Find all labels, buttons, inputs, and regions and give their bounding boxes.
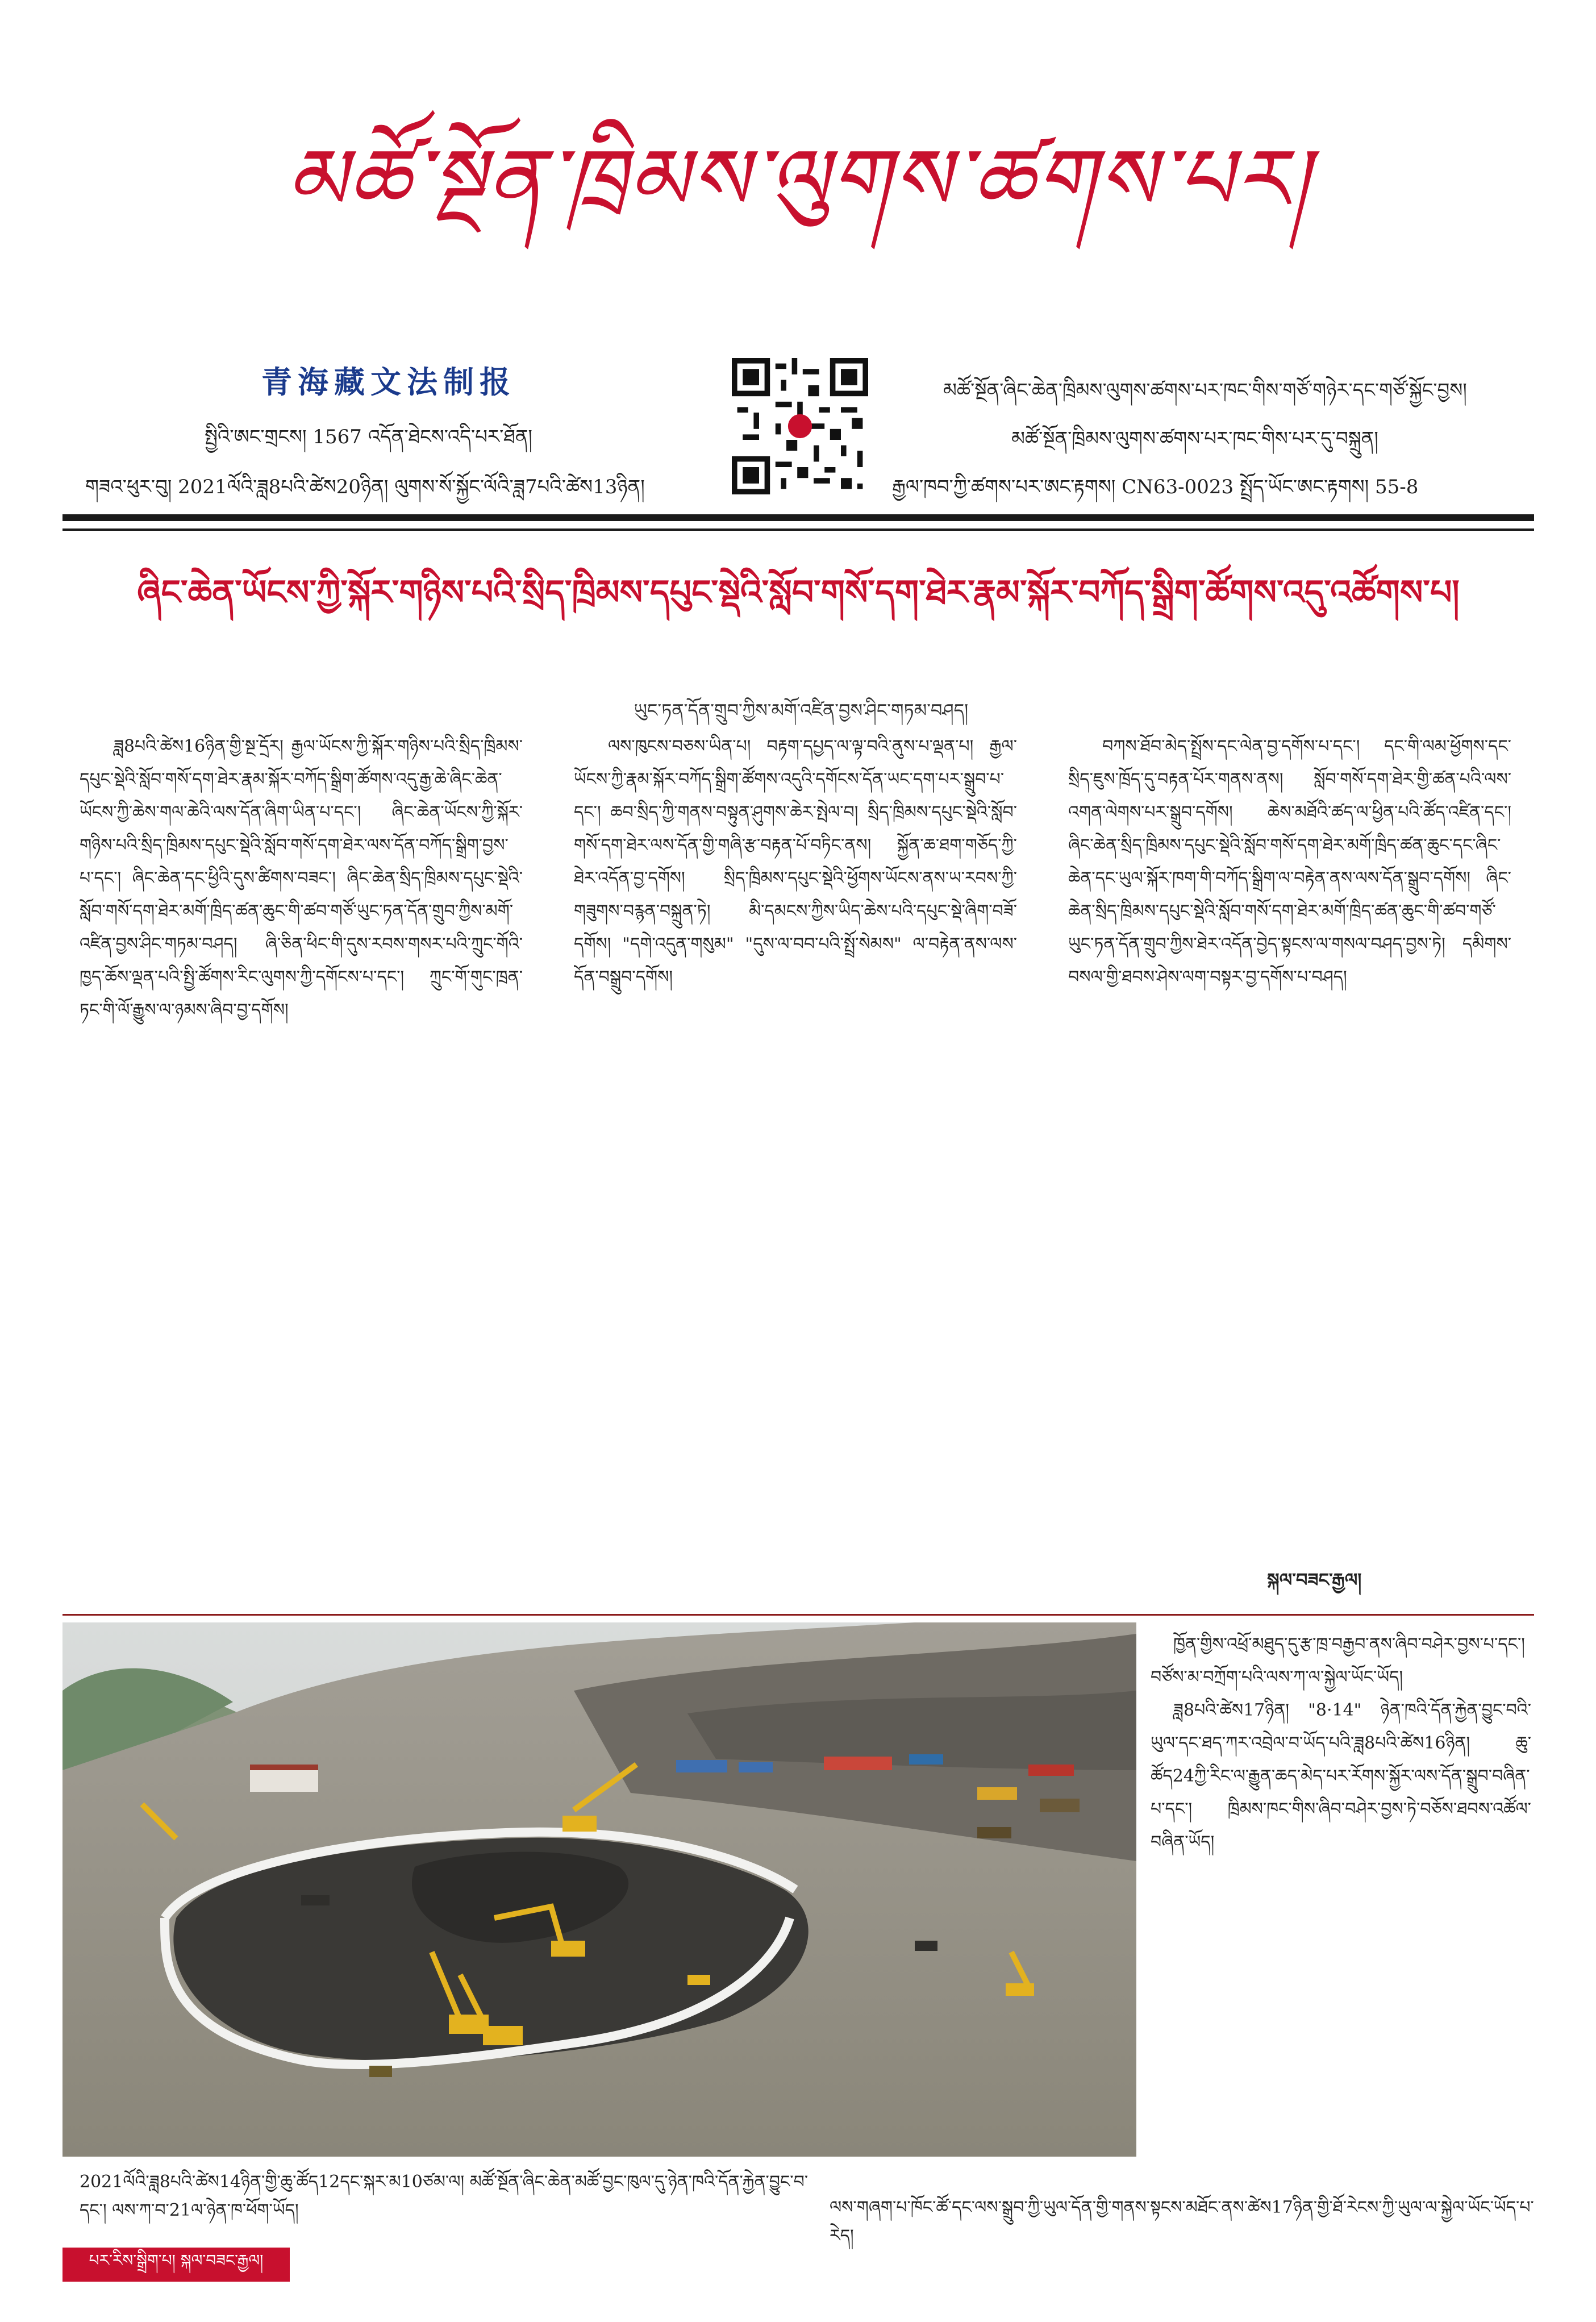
masthead-title: མཚོ་སྔོན་ཁྲིམས་ལུགས་ཚགས་པར། (286, 131, 1311, 230)
issue-number-line: སྤྱིའི་ཨང་གྲངས། 1567 འདོན་ཐེངས་འདི་པར་ཐོན། (205, 426, 532, 448)
chinese-newspaper-name: 青海藏文法制报 (261, 364, 516, 400)
editor-line: མཚོ་སྔོན་ཁྲིམས་ལུགས་ཚགས་པར་ཁང་གིས་པར་དུ་བསྐྲུན། (1011, 427, 1378, 450)
photo-story-paragraph: ཁྱོན་གྱིས་འཕྲོ་མཐུད་དུ་རྩ་ཁྲ་བརྒྱབ་ནས་ཞིབ་བཤེར་བྱས་པ་དང་། བཙོས་མ་བཀྲོག་པའི་ལས་ཀ་ལ་སྐྱེལ་ཡོང་ཡོད། (1151, 1634, 1525, 1687)
qr-code-icon (732, 358, 868, 494)
masthead-rule (62, 514, 1534, 521)
section-divider (62, 1614, 1534, 1616)
sponsor-line: མཚོ་སྔོན་ཞིང་ཆེན་ཁྲིམས་ལུགས་ཚགས་པར་ཁང་གིས་གཙོ་གཉེར་དང་གཙོ་སྐྱོང་བྱས། (943, 379, 1467, 402)
lead-headline: ཞིང་ཆེན་ཡོངས་ཀྱི་སྐོར་གཉིས་པའི་སྲིད་ཁྲིམས་དཔུང་སྡེའི་སློབ་གསོ་དག་ཐེར་རྣམ་སྐོར་བཀོད་སྒྲིག་ཚོགས་འདུ་འཚོགས་པ། (137, 573, 1460, 613)
column-text: ཟླ8པའི་ཚེས16ཉིན་གྱི་སྔ་དྲོར། རྒྱལ་ཡོངས་ཀྱི་སྐོར་གཉིས་པའི་སྲིད་ཁྲིམས་དཔུང་སྡེའི་སློབ་གསོ་དག་ཐེར་རྣམ་སྐོར་བཀོད་སྒྲིག་ཚོགས་འདུ་རྒྱ་ཆེ་ཞིང་ཆེན་ཡོངས་ཀྱི་ཆེས་གལ་ཆེའི་ལས་དོན་ཞིག་ཡིན་པ་དང་། ཞིང་ཆེན་ཡོངས་ཀྱི་སྐོར་གཉིས་པའི་སྲིད་ཁྲིམས་དཔུང་སྡེའི་སློབ་གསོ་དག་ཐེར་ལས་དོན་བཀོད་སྒྲིག་བྱས་པ་དང་། ཞིང་ཆེན་དང་ཕྱིའི་དུས་ཚིགས་བཟང་། ཞིང་ཆེན་སྲིད་ཁྲིམས་དཔུང་སྡེའི་སློབ་གསོ་དག་ཐེར་མགོ་ཁྲིད་ཚན་ཆུང་གི་ཚབ་གཙོ་ཡུང་ཏན་དོན་གྲུབ་ཀྱིས་མགོ་འཛིན་བྱས་ཤིང་གཏམ་བཤད། ཞི་ཅིན་ཕིང་གི་དུས་རབས་གསར་པའི་ཀྲུང་གོའི་ཁྱད་ཆོས་ལྡན་པའི་སྤྱི་ཚོགས་རིང་ལུགས་ཀྱི་དགོངས་པ་དང་། ཀྲུང་གོ་གུང་ཁྲན་ཏང་གི་ལོ་རྒྱུས་ལ་ཉམས་ཞིབ་བྱ་དགོས། (80, 736, 523, 1020)
section-tag: པར་རིས་སྒྲིག་པ། སྐལ་བཟང་རྒྱལ། (62, 2248, 290, 2282)
article-column-3 (1068, 730, 1511, 1611)
photo-caption-continuation: ལས་གཞག་པ་ཁོང་ཚོ་དང་ལས་སྒྲུབ་ཀྱི་ཡུལ་དོན་གྱི་གནས་སྟངས་མཐོང་ནས་ཚེས17ཉིན་གྱི་ཐོ་རེངས་ཀྱི་ཡུལ་ལ་སྐྱེལ་ཡོང་ཡོད་པ་རེད། (830, 2198, 1534, 2246)
photo-story-paragraph: ཟླ8པའི་ཚེས17ཉིན། "8·14" ཉེན་ཁའི་དོན་རྐྱེན་བྱུང་བའི་ཡུལ་དང་ཐད་ཀར་འབྲེལ་བ་ཡོད་པའི་ཟླ8པའི་ཚེས16ཉིན། ཆུ་ཚོད24ཀྱི་རིང་ལ་རྒྱུན་ཆད་མེད་པར་རོགས་སྐྱོར་ལས་དོན་སྒྲུབ་བཞིན་པ་དང་། ཁྲིམས་ཁང་གིས་ཞིབ་བཤེར་བྱས་ཏེ་བཅོས་ཐབས་འཚོལ་བཞིན་ཡོད། (1151, 1700, 1531, 1852)
publication-number-line: རྒྱལ་ཁབ་ཀྱི་ཚགས་པར་ཨང་རྟགས། CN63-0023 སྤྲོད་ཡོང་ཨང་རྟགས། 55-8 (892, 476, 1419, 498)
photo-story-text (1151, 1628, 1531, 2145)
photo-caption: 2021ལོའི་ཟླ8པའི་ཚེས14ཉིན་གྱི་ཆུ་ཚོད12དང་སྐར་མ10ཙམ་ལ། མཚོ་སྔོན་ཞིང་ཆེན་མཚོ་བྱང་ཁུལ་དུ་ཉེན་ཁའི་དོན་རྐྱེན་བྱུང་བ་དང་། ལས་ཀ་བ་21ལ་ཉེན་ཁ་ཕོག་ཡོད། (80, 2172, 809, 2220)
author-signature: སྐལ་བཟང་རྒྱལ། (1267, 1569, 1362, 1591)
article-column-2 (574, 730, 1017, 1611)
issue-date-line: གཟའ་ཕུར་བུ། 2021ལོའི་ཟླ8པའི་ཚེས20ཉིན། ལུགས་སོ་སྐྱོང་ལོའི་ཟླ7པའི་ཚེས13ཉིན། (85, 476, 645, 498)
masthead-rule-thin (62, 529, 1534, 531)
column-text: ལས་ཁུངས་བཅས་ཡིན་པ། བརྟག་དཔྱད་ལ་ལྟ་བའི་ནུས་པ་ལྡན་པ། རྒྱལ་ཡོངས་ཀྱི་རྣམ་སྐོར་བཀོད་སྒྲིག་ཚོགས་འདུའི་དགོངས་དོན་ཡང་དག་པར་སྒྲུབ་པ་དང་། ཆབ་སྲིད་ཀྱི་གནས་བསྟུན་ཤུགས་ཆེར་སྤེལ་བ། སྲིད་ཁྲིམས་དཔུང་སྡེའི་སློབ་གསོ་དག་ཐེར་ལས་དོན་གྱི་གཞི་རྩ་བརྟན་པོ་བཏིང་ནས། སྐྱོན་ཆ་ཐག་གཅོད་ཀྱི་ཐེར་འདོན་བྱ་དགོས། སྲིད་ཁྲིམས་དཔུང་སྡེའི་ཕྱོགས་ཡོངས་ནས་ཡ་རབས་ཀྱི་གཟུགས་བརྙན་བསྐྲུན་ཏེ། མི་དམངས་ཀྱིས་ཡིད་ཆེས་པའི་དཔུང་སྡེ་ཞིག་བཟོ་དགོས། "དགེ་འདུན་གསུམ" "དུས་ལ་བབ་པའི་སྤྲོ་སེམས" ལ་བརྟེན་ནས་ལས་དོན་བསྒྲུབ་དགོས། (574, 736, 1017, 987)
byline: ཡུང་ཏན་དོན་གྲུབ་ཀྱིས་མགོ་འཛིན་བྱས་ཤིང་གཏམ་བཤད། (634, 700, 969, 721)
mine-rescue-photo (62, 1622, 1136, 2157)
article-column-1 (80, 730, 523, 1611)
column-text: བཀས་ཐོབ་མེད་སྤྲོས་དང་ལེན་བྱ་དགོས་པ་དང་། དང་གི་ལམ་ཕྱོགས་དང་སྲིད་ཇུས་ཁྲོད་དུ་བརྟན་པོར་གནས་ནས། སློབ་གསོ་དག་ཐེར་གྱི་ཚན་པའི་ལས་འགན་ལེགས་པར་སྒྲུབ་དགོས། ཆེས་མཐོའི་ཚད་ལ་ཕྱིན་པའི་ཚོད་འཛིན་དང་། ཞིང་ཆེན་སྲིད་ཁྲིམས་དཔུང་སྡེའི་སློབ་གསོ་དག་ཐེར་མགོ་ཁྲིད་ཚན་ཆུང་དང་ཞིང་ཆེན་དང་ཡུལ་སྐོར་ཁག་གི་བཀོད་སྒྲིག་ལ་བརྟེན་ནས་ལས་དོན་སྒྲུབ་དགོས། ཞིང་ཆེན་སྲིད་ཁྲིམས་དཔུང་སྡེའི་སློབ་གསོ་དག་ཐེར་མགོ་ཁྲིད་ཚན་ཆུང་གི་ཚབ་གཙོ་ཡུང་ཏན་དོན་གྲུབ་ཀྱིས་ཐེར་འདོན་བྱེད་སྟངས་ལ་གསལ་བཤད་བྱས་ཏེ། དམིགས་བསལ་གྱི་ཐབས་ཤེས་ལག་བསྟར་བྱ་དགོས་པ་བཤད། (1068, 736, 1511, 987)
